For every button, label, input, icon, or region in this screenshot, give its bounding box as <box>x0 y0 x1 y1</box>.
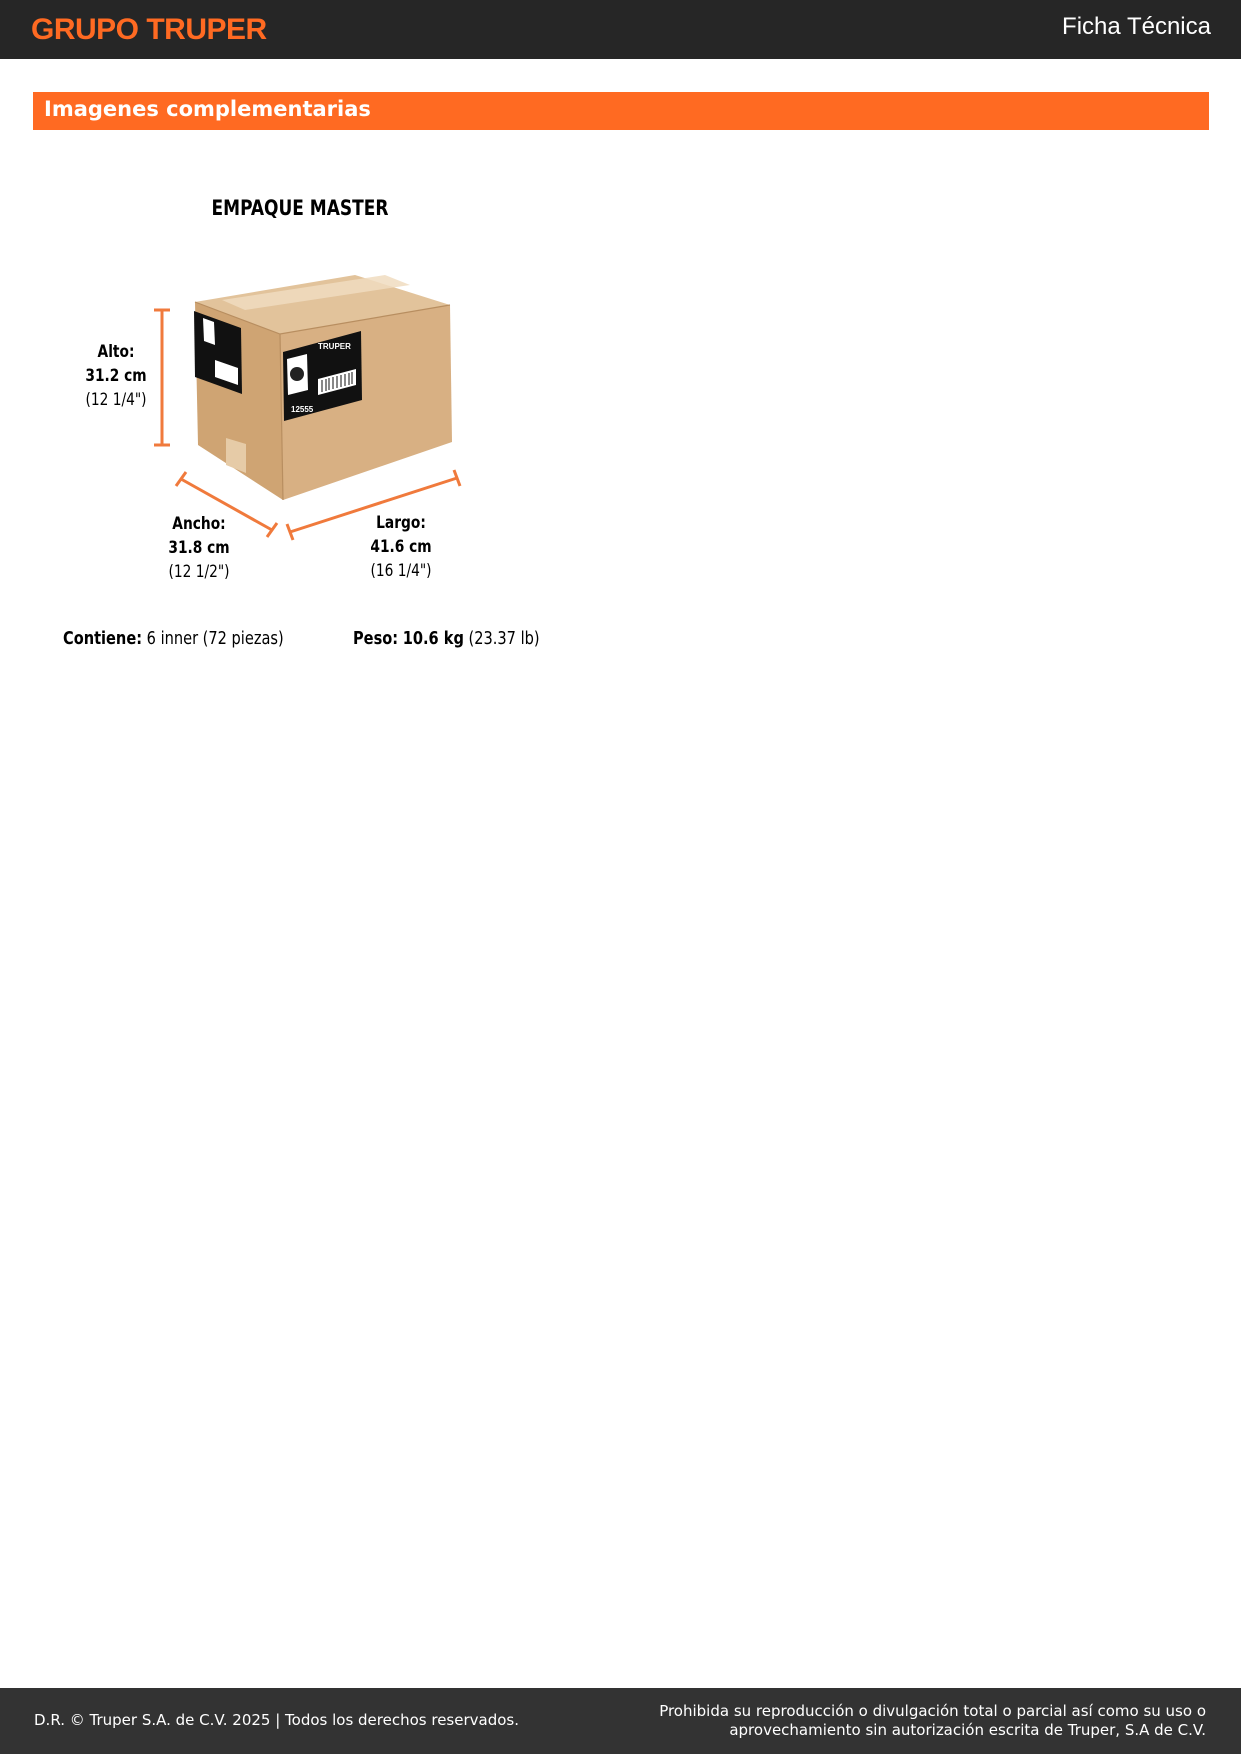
legal-line-1: Prohibida su reproducción o divulgación total o parcial así como su uso o <box>659 1702 1206 1720</box>
header-bar <box>0 0 1241 59</box>
document-type-title: Ficha Técnica <box>1062 13 1211 40</box>
box-label-brand: TRUPER <box>318 342 351 351</box>
box-label-number: 12555 <box>291 405 314 414</box>
section-title: Imagenes complementarias <box>44 97 371 121</box>
peso-label: Peso: <box>353 628 399 649</box>
ancho-dimension <box>154 512 244 584</box>
peso-spec <box>353 628 540 649</box>
footer-copyright: D.R. © Truper S.A. de C.V. 2025 | Todos los derechos reservados. <box>34 1711 519 1729</box>
legal-line-2: aprovechamiento sin autorización escrita de Truper, S.A de C.V. <box>729 1721 1206 1739</box>
contiene-spec <box>63 628 284 649</box>
grupo-truper-logo: GRUPO TRUPER <box>31 13 267 46</box>
largo-imperial: (16 1/4") <box>370 561 432 581</box>
section-header <box>33 92 1209 130</box>
alto-metric: 31.2 cm <box>85 366 147 386</box>
contiene-value: 6 inner (72 piezas) <box>146 628 284 649</box>
footer-bar <box>0 1688 1241 1754</box>
ancho-imperial: (12 1/2") <box>168 562 230 582</box>
alto-imperial: (12 1/4") <box>85 390 147 410</box>
peso-value: (23.37 lb) <box>468 628 540 649</box>
cardboard-box <box>194 275 452 500</box>
ancho-label: Ancho: <box>172 514 226 534</box>
master-package-figure <box>0 140 620 680</box>
largo-dimension <box>356 511 446 583</box>
contiene-label: Contiene: <box>63 628 143 649</box>
alto-label: Alto: <box>97 342 135 362</box>
largo-label: Largo: <box>376 513 426 533</box>
figure-title: EMPAQUE MASTER <box>211 196 389 220</box>
alto-dimension <box>71 340 161 412</box>
footer-legal-notice <box>646 1702 1206 1740</box>
largo-metric: 41.6 cm <box>370 537 432 557</box>
peso-value-bold: 10.6 kg <box>402 628 464 649</box>
ancho-metric: 31.8 cm <box>168 538 230 558</box>
